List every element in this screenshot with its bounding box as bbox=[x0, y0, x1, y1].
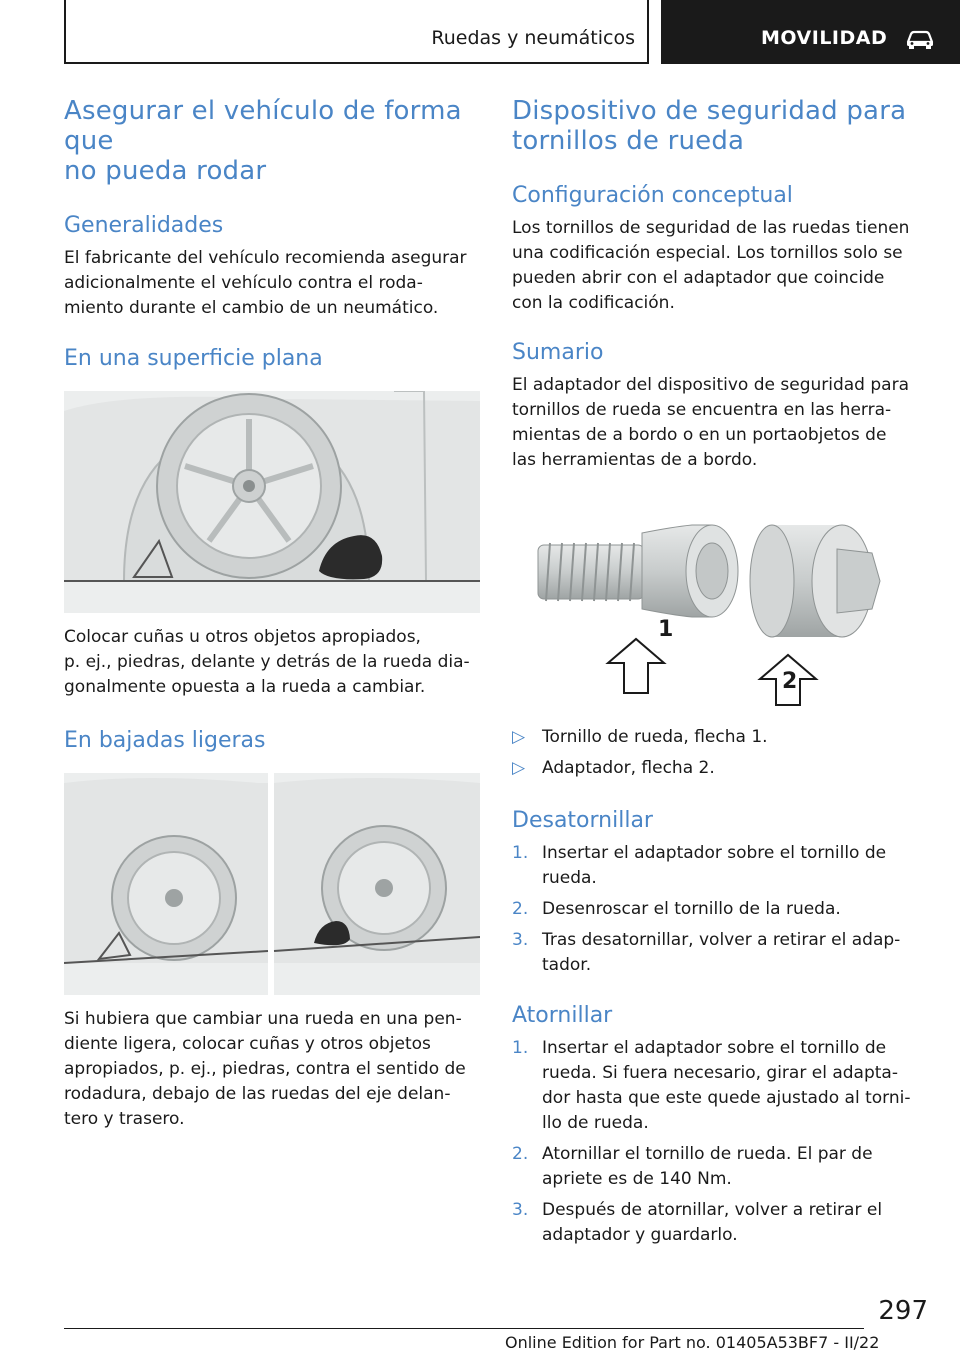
section-heading: Dispositivo de seguridad para tornillos de rueda bbox=[512, 96, 907, 156]
list-item: 1. Insertar el adaptador sobre el tornillo de rueda. bbox=[512, 843, 887, 888]
section-heading: Asegurar el vehículo de forma que no pueda rodar bbox=[64, 96, 462, 186]
chapter-title: MOVILIDAD bbox=[761, 27, 888, 49]
subheading-screw: Atornillar bbox=[512, 1003, 613, 1028]
subheading-summary: Sumario bbox=[512, 340, 604, 365]
unscrew-steps bbox=[512, 841, 928, 978]
list-item: ▷ Adaptador, flecha 2. bbox=[512, 756, 928, 781]
triangle-bullet-icon: ▷ bbox=[512, 727, 526, 747]
wheel-chock-flat-figure bbox=[64, 391, 480, 613]
subheading-general: Generalidades bbox=[64, 213, 224, 238]
bullet-list bbox=[512, 725, 928, 781]
right-column bbox=[512, 96, 928, 1248]
subheading-unscrew: Desatornillar bbox=[512, 808, 653, 833]
section-title: Ruedas y neumáticos bbox=[431, 27, 635, 49]
car-icon bbox=[905, 28, 935, 50]
bolt-thread bbox=[538, 543, 644, 601]
triangle-bullet-icon: ▷ bbox=[512, 758, 526, 778]
footer-divider bbox=[64, 1328, 864, 1329]
subheading-flat: En una superficie plana bbox=[64, 346, 323, 371]
bolt-adapter-figure bbox=[512, 497, 928, 719]
list-item: 1. Insertar el adaptador sobre el tornillo de rueda. Si fuera necesario, girar el adapta‐ dor hasta que este quede ajustado al torni‐ llo de rueda. bbox=[512, 1038, 911, 1133]
screw-steps bbox=[512, 1036, 928, 1248]
list-item: 2. Desenroscar el tornillo de la rueda. bbox=[512, 899, 841, 919]
general-text: El fabricante del vehículo recomienda asegurar adicionalmente el vehículo contra el roda‐ miento durante el cambio de un neumático. bbox=[64, 248, 467, 318]
list-item: 3. Después de atornillar, volver a retirar el adaptador y guardarlo. bbox=[512, 1200, 883, 1245]
flat-caption: Colocar cuñas u otros objetos apropiados, p. ej., piedras, delante y detrás de la rueda dia‐ gonalmente opuesta a la rueda a cambiar. bbox=[64, 627, 470, 697]
bolt-adapter-illustration bbox=[512, 497, 928, 719]
page-header bbox=[64, 0, 960, 64]
list-item: ▷ Tornillo de rueda, flecha 1. bbox=[512, 725, 928, 750]
chapter-tab bbox=[661, 0, 960, 64]
page-number: 297 bbox=[878, 1296, 928, 1326]
summary-text: El adaptador del dispositivo de seguridad para tornillos de rueda se encuentra en las herra‐ mientas de a bordo o en un portaobjetos de las herramientas de a bordo. bbox=[512, 375, 909, 470]
car-wheel-flat-illustration bbox=[64, 391, 480, 613]
list-item: 2. Atornillar el tornillo de rueda. El par de apriete es de 140 Nm. bbox=[512, 1144, 873, 1189]
concept-text: Los tornillos de seguridad de las ruedas tienen una codificación especial. Los tornillos solo se pueden abrir con el adaptador que coincide con la codificación. bbox=[512, 218, 910, 313]
subheading-concept: Configuración conceptual bbox=[512, 183, 793, 208]
subheading-slope: En bajadas ligeras bbox=[64, 728, 266, 753]
figure-label-2: 2 bbox=[782, 669, 798, 694]
list-item: 3. Tras desatornillar, volver a retirar el adap‐ tador. bbox=[512, 930, 901, 975]
figure-label-1: 1 bbox=[658, 617, 674, 642]
car-wheel-slope-illustration bbox=[64, 773, 480, 995]
slope-caption: Si hubiera que cambiar una rueda en una pen‐ diente ligera, colocar cuñas y otros objetos apropiados, p. ej., piedras, contra el sentido de rodadura, debajo de las ruedas del eje delan‐ tero y trasero. bbox=[64, 1009, 466, 1129]
wheel-chock-slope-figure bbox=[64, 773, 480, 995]
left-column bbox=[64, 96, 480, 1132]
section-tab bbox=[64, 0, 649, 64]
edition-note: Online Edition for Part no. 01405A53BF7 - II/22 bbox=[505, 1333, 880, 1352]
